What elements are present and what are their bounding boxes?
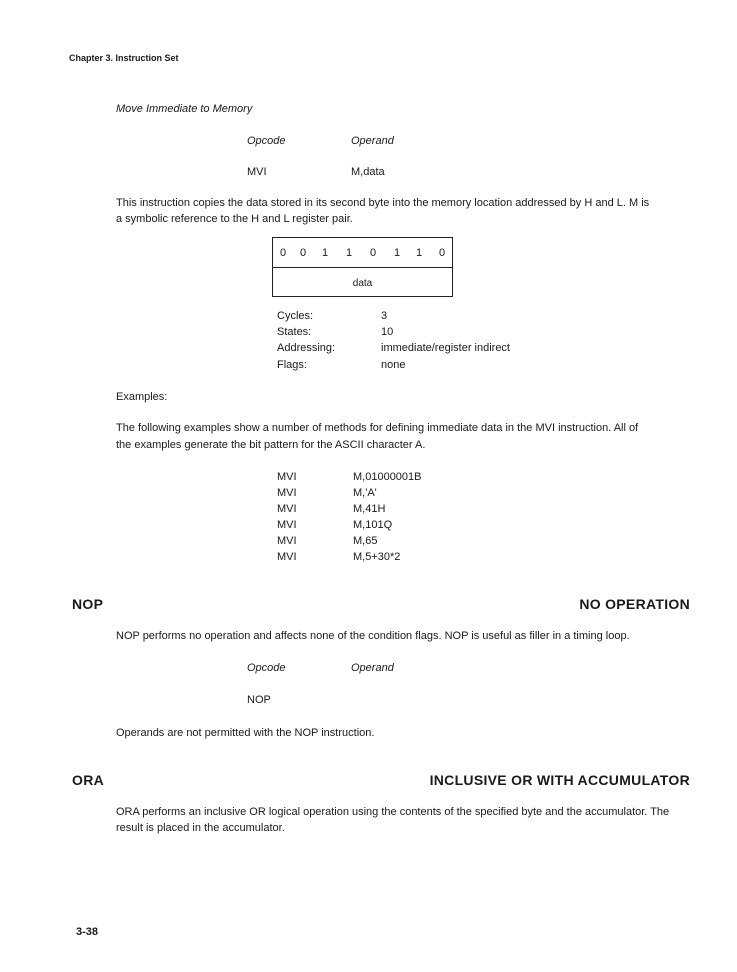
instruction-description: ORA performs an inclusive OR logical operation using the contents of the specified byte and the accumulator. The (116, 806, 670, 818)
examples-description: the examples generate the bit pattern for the ASCII character A. (116, 439, 426, 451)
example-operand: M,01000001B (353, 471, 422, 483)
description-line: This instruction copies the data stored in its second byte into the memory location addressed by H and L. M is (116, 197, 650, 209)
example-operand: M,'A' (353, 487, 377, 499)
stat-label: Addressing: (277, 342, 336, 354)
example-opcode: MVI (277, 535, 297, 547)
description-line: a symbolic reference to the H and L register pair. (116, 213, 353, 225)
section-subtitle: Move Immediate to Memory (116, 103, 253, 115)
operand-value: M,data (351, 166, 385, 178)
example-operand: M,65 (353, 535, 378, 547)
bit-cell: 1 (321, 247, 329, 259)
example-operand: M,41H (353, 503, 386, 515)
instruction-name: INCLUSIVE OR WITH ACCUMULATOR (429, 772, 690, 788)
example-opcode: MVI (277, 519, 297, 531)
stat-value: none (381, 359, 406, 371)
example-operand: M,5+30*2 (353, 551, 401, 563)
stat-value: 10 (381, 326, 394, 338)
example-opcode: MVI (277, 503, 297, 515)
examples-description: The following examples show a number of methods for defining immediate data in the MVI instruction. All of (116, 422, 639, 434)
stat-label: States: (277, 326, 312, 338)
bit-cell: 0 (369, 247, 377, 259)
instruction-mnemonic: NOP (72, 596, 104, 612)
stat-label: Flags: (277, 359, 307, 371)
instruction-description: result is placed in the accumulator. (116, 822, 285, 834)
bit-cell: 1 (393, 247, 401, 259)
bit-cell: 0 (299, 247, 307, 259)
example-opcode: MVI (277, 487, 297, 499)
examples-heading: Examples: (116, 391, 168, 403)
bit-cell: 1 (415, 247, 423, 259)
data-byte-label: data (352, 278, 373, 289)
example-operand: M,101Q (353, 519, 393, 531)
instruction-name: NO OPERATION (579, 596, 690, 612)
opcode-bit-row (273, 238, 452, 268)
operand-label: Operand (351, 662, 394, 674)
bit-cell: 1 (345, 247, 353, 259)
instruction-mnemonic: ORA (72, 772, 105, 788)
bit-cell: 0 (279, 247, 287, 259)
bit-cell: 0 (438, 247, 446, 259)
instruction-note: Operands are not permitted with the NOP instruction. (116, 727, 375, 739)
data-byte-row (273, 268, 452, 298)
page-number: 3-38 (76, 926, 99, 938)
example-opcode: MVI (277, 551, 297, 563)
stat-value: 3 (381, 310, 388, 322)
opcode-value: MVI (247, 166, 267, 178)
instruction-description: NOP performs no operation and affects none of the condition flags. NOP is useful as filler in a timing loop. (116, 630, 630, 642)
opcode-label: Opcode (247, 135, 286, 147)
stat-label: Cycles: (277, 310, 314, 322)
opcode-label: Opcode (247, 662, 286, 674)
chapter-header: Chapter 3. Instruction Set (69, 53, 179, 63)
stat-value: immediate/register indirect (381, 342, 510, 354)
opcode-value: NOP (247, 694, 271, 706)
instruction-format-diagram (272, 237, 453, 297)
example-opcode: MVI (277, 471, 297, 483)
operand-label: Operand (351, 135, 394, 147)
